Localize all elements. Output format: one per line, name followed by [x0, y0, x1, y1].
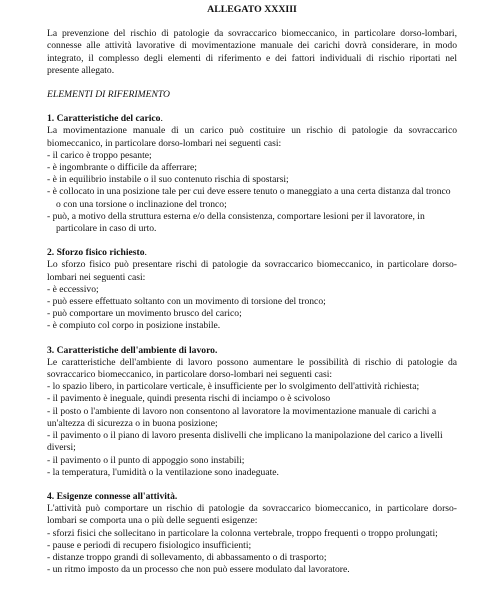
list-item: - distanze troppo grandi di sollevamento, di abbassamento o di trasporto;	[47, 551, 327, 563]
list-item: - è in equilibrio instabile o il suo contenuto rischia di spostarsi;	[47, 174, 289, 186]
section-esigenze	[47, 491, 457, 576]
section-intro: La movimentazione manuale di un carico può costituire un rischio di patologie da sovraccarico biomeccanico, in particolare dorso-lombari nei seguenti casi:	[47, 125, 457, 149]
list-item: - il pavimento è ineguale, quindi presenta rischi di inciampo o è scivoloso	[47, 393, 331, 405]
list-item: - è compiuto col corpo in posizione instabile.	[47, 320, 221, 332]
section-intro: L'attività può comportare un rischio di patologie da sovraccarico biomeccanico, in particolare dorso-lombari se comporta una o più delle seguenti esigenze:	[47, 503, 457, 527]
section-list	[47, 284, 457, 333]
section-title	[47, 113, 457, 125]
list-item: - la temperatura, l'umidità o la ventilazione sono inadeguate.	[47, 466, 279, 478]
section-intro: Lo sforzo fisico può presentare rischi di patologie da sovraccarico biomeccanico, in particolare dorso-lombari nei seguenti casi:	[47, 259, 457, 283]
list-item: - è ingombrante o difficile da afferrare;	[47, 162, 197, 174]
document-title: ALLEGATO XXXIII	[207, 4, 297, 15]
list-item: - può, a motivo della struttura esterna e/o della consistenza, comportare lesioni per il lavoratore, in particolare in caso di urto.	[47, 210, 425, 235]
section-list	[47, 381, 457, 479]
section-list	[47, 528, 457, 577]
list-item: - il posto o l'ambiente di lavoro non consentono al lavoratore la movimentazione manuale di carichi a un'altezza di sicurezza o in buona posizione;	[47, 405, 437, 429]
reference-heading: ELEMENTI DI RIFERIMENTO	[47, 89, 170, 101]
list-item: - il pavimento o il punto di appoggio sono instabili;	[47, 454, 245, 466]
section-title-text: 1. Caratteristiche del carico	[47, 113, 161, 125]
intro-paragraph: La prevenzione del rischio di patologie da sovraccarico biomeccanico, in particolare dorso-lombari, connesse alle attività lavorative di movimentazione manuale dei carichi dovrà considerare, in modo integrato, il complesso degli elementi di riferimento e dei fattori individuali di rischio riportati nel presente allegato.	[47, 28, 457, 76]
list-item: - lo spazio libero, in particolare verticale, è insufficiente per lo svolgimento dell'attività richiesta;	[47, 381, 420, 393]
list-item: - il carico è troppo pesante;	[47, 149, 152, 161]
section-intro: Le caratteristiche dell'ambiente di lavoro possono aumentare le possibilità di rischio di patologie da sovraccarico biomeccanico, in particolare dorso-lombari nei seguenti casi:	[47, 356, 457, 381]
section-list	[47, 150, 457, 235]
list-item: - è eccessivo;	[47, 283, 99, 295]
section-title: 3. Caratteristiche dell'ambiente di lavoro.	[47, 344, 218, 356]
list-item: - può comportare un movimento brusco del carico;	[47, 308, 242, 320]
section-sforzo	[47, 247, 457, 332]
list-item: - può essere effettuato soltanto con un movimento di torsione del tronco;	[47, 296, 326, 308]
list-item: - pause e periodi di recupero fisiologico insufficienti;	[47, 539, 252, 551]
section-title-text: 2. Sforzo fisico richiesto	[47, 247, 145, 259]
section-ambiente	[47, 345, 457, 479]
list-item: - un ritmo imposto da un processo che non può essere modulato dal lavoratore.	[47, 564, 350, 576]
section-title: 4. Esigenze connesse all'attività.	[47, 490, 178, 502]
list-item: - è collocato in una posizione tale per cui deve essere tenuto o maneggiato a una certa distanza dal tronco o con una torsione o inclinazione del tronco;	[47, 186, 451, 210]
document-page	[47, 4, 457, 588]
section-title-period: .	[144, 247, 147, 259]
list-item: - sforzi fisici che sollecitano in particolare la colonna vertebrale, troppo frequenti o troppo prolungati;	[47, 527, 438, 539]
section-carico	[47, 113, 457, 235]
section-title	[47, 247, 457, 259]
list-item: - il pavimento o il piano di lavoro presenta dislivelli che implicano la manipolazione del carico a livelli diversi;	[47, 430, 443, 454]
section-title-period: .	[160, 113, 163, 125]
